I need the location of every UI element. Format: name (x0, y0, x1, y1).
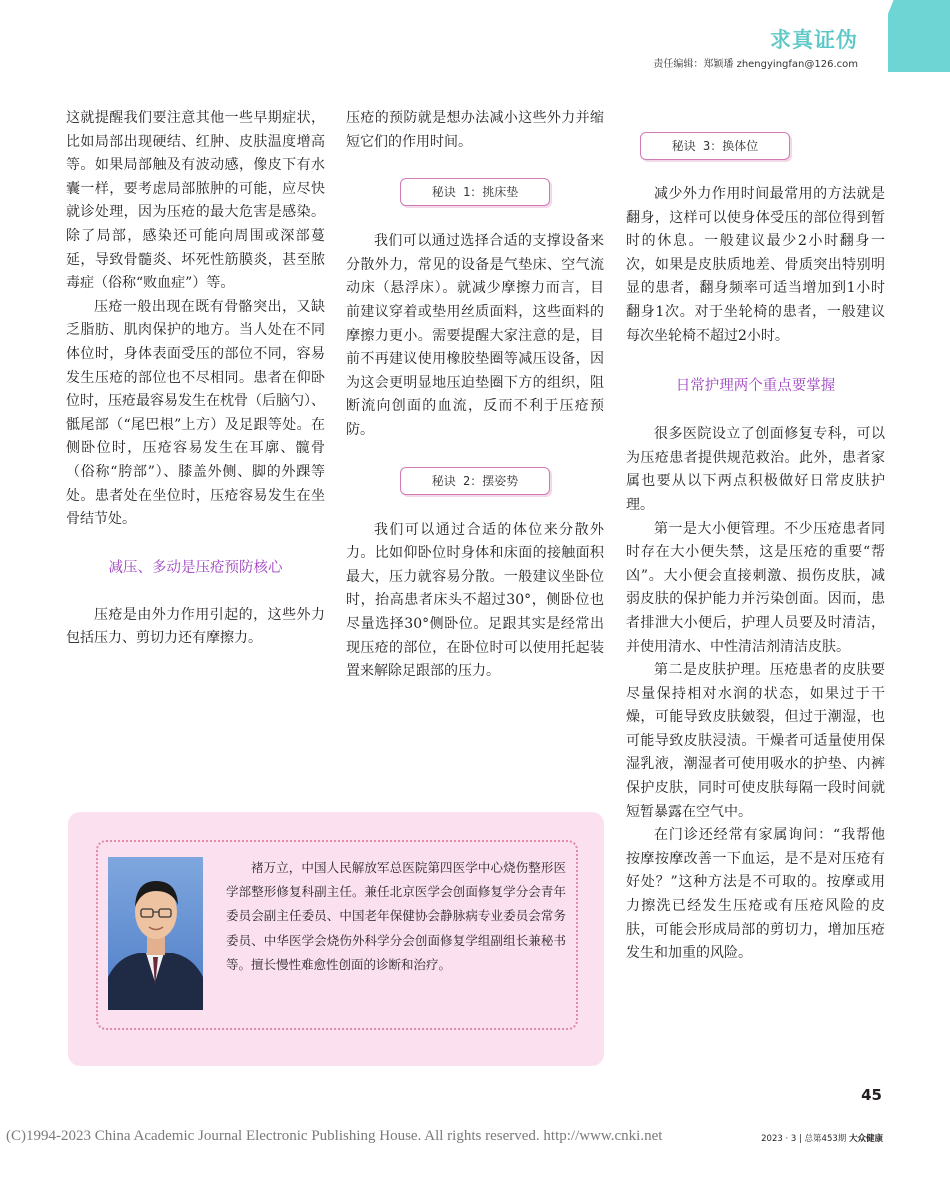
column-1 (66, 107, 325, 651)
author-photo (108, 857, 203, 1010)
tip-box-2: 秘诀 2：摆姿势 (400, 467, 550, 495)
corner-tab-decoration (888, 0, 950, 72)
magazine-name: 大众健康 (848, 1134, 883, 1144)
section-heading: 减压、多动是压疮预防核心 (108, 559, 283, 576)
author-profile-frame (96, 840, 578, 1030)
paragraph: 这就提醒我们要注意其他一些早期症状，比如局部出现硬结、红肿、皮肤温度增高等。如果局部触及有波动感，像皮下有水囊一样，要考虑局部脓肿的可能，应尽快就诊处理，因为压疮的最大危害是感染。除了局部，感染还可能向周围或深部蔓延，导致骨髓炎、坏死性筋膜炎，甚至脓毒症（俗称“败血症”）等。 (66, 110, 325, 292)
section-title: 求真证伪 (770, 28, 858, 52)
author-portrait-image (108, 857, 203, 1010)
column-3 (626, 183, 885, 966)
author-profile-box (68, 812, 604, 1066)
column-2 (346, 107, 604, 684)
paragraph: 在门诊还经常有家属询问：“我帮他按摩按摩改善一下血运，是不是对压疮有好处？”这种方法是不可取的。按摩或用力擦洗已经发生压疮或有压疮风险的皮肤，可能会形成局部的剪切力，增加压疮发生和加重的风险。 (626, 827, 885, 962)
paragraph: 第一是大小便管理。不少压疮患者同时存在大小便失禁，这是压疮的重要“帮凶”。大小便会直接刺激、损伤皮肤，减弱皮肤的保护能力并污染创面。因而，患者排泄大小便后，护理人员要及时清洁，并使用清水、中性清洁剂清洁皮肤。 (626, 520, 885, 655)
paragraph: 压疮的预防就是想办法减小这些外力并缩短它们的作用时间。 (346, 110, 604, 150)
tip-box-3: 秘诀 3：换体位 (640, 132, 790, 160)
paragraph: 第二是皮肤护理。压疮患者的皮肤要尽量保持相对水润的状态，如果过于干燥，可能导致皮肤皴裂，但过于潮湿，也可能导致皮肤浸渍。干燥者可适量使用保湿乳液，潮湿者可使用吸水的护垫、内裤保护皮肤，同时可使皮肤每隔一段时间就短暂暴露在空气中。 (626, 662, 885, 820)
copyright-notice: (C)1994-2023 China Academic Journal Electronic Publishing House. All rights reserved. http://www.cnki.net (6, 1128, 663, 1144)
issue-number: 总第453期 (804, 1134, 847, 1144)
tip-box-wrapper (346, 467, 604, 495)
issue-info (745, 1132, 883, 1144)
paragraph: 压疮是由外力作用引起的，这些外力包括压力、剪切力还有摩擦力。 (66, 606, 325, 647)
issue-date: 2023 · 3 | (761, 1134, 802, 1144)
paragraph: 我们可以通过合适的体位来分散外力。比如仰卧位时身体和床面的接触面积最大，压力就容易分散。一般建议坐卧位时，抬高患者床头不超过30°，侧卧位也尽量选择30°侧卧位。足跟其实是经常出现压疮的部位，在卧位时可以使用托起装置来解除足跟部的压力。 (346, 521, 604, 680)
paragraph: 压疮一般出现在既有骨骼突出，又缺乏脂肪、肌肉保护的地方。当人处在不同体位时，身体表面受压的部位不同，容易发生压疮的部位也不尽相同。患者在仰卧位时，压疮最容易发生在枕骨（后脑勺）、骶尾部（“尾巴根”上方）及足跟等处。在侧卧位时，压疮容易发生在耳廓、髋骨（俗称“胯部”）、膝盖外侧、脚的外踝等处。患者处在坐位时，压疮容易发生在坐骨结节处。 (66, 298, 325, 528)
editor-credit: 责任编辑：郑颖璠 zhengyingfan@126.com (653, 59, 858, 70)
section-heading: 日常护理两个重点要掌握 (675, 378, 836, 395)
paragraph: 很多医院设立了创面修复专科，可以为压疮患者提供规范救治。此外，患者家属也要从以下两点积极做好日常皮肤护理。 (626, 426, 885, 513)
paragraph: 减少外力作用时间最常用的方法就是翻身，这样可以使身体受压的部位得到暂时的休息。一般建议最少2小时翻身一次，如果是皮肤质地差、骨质突出特别明显的患者，翻身频率可适当增加到1小时翻身1次。对于坐轮椅的患者，一般建议每次坐轮椅不超过2小时。 (626, 186, 885, 344)
author-bio: 褚万立，中国人民解放军总医院第四医学中心烧伤整形医学部整形修复科副主任。兼任北京医学会创面修复学分会青年委员会副主任委员、中国老年保健协会静脉病专业委员会常务委员、中华医学会烧伤外科学分会创面修复学组副组长兼秘书等。擅长慢性难愈性创面的诊断和治疗。 (226, 860, 566, 972)
tip-box-wrapper (346, 178, 604, 206)
paragraph: 我们可以通过选择合适的支撑设备来分散外力，常见的设备是气垫床、空气流动床（悬浮床）。就减少摩擦力而言，目前建议穿着或垫用丝质面料，这些面料的摩擦力更小。需要提醒大家注意的是，目前不再建议使用橡胶垫圈等减压设备，因为这会更明显地压迫垫圈下方的组织，阻断流向创面的血流，反而不利于压疮预防。 (346, 233, 604, 438)
page-number: 45 (861, 1086, 882, 1104)
tip-box-1: 秘诀 1：挑床垫 (400, 178, 550, 206)
